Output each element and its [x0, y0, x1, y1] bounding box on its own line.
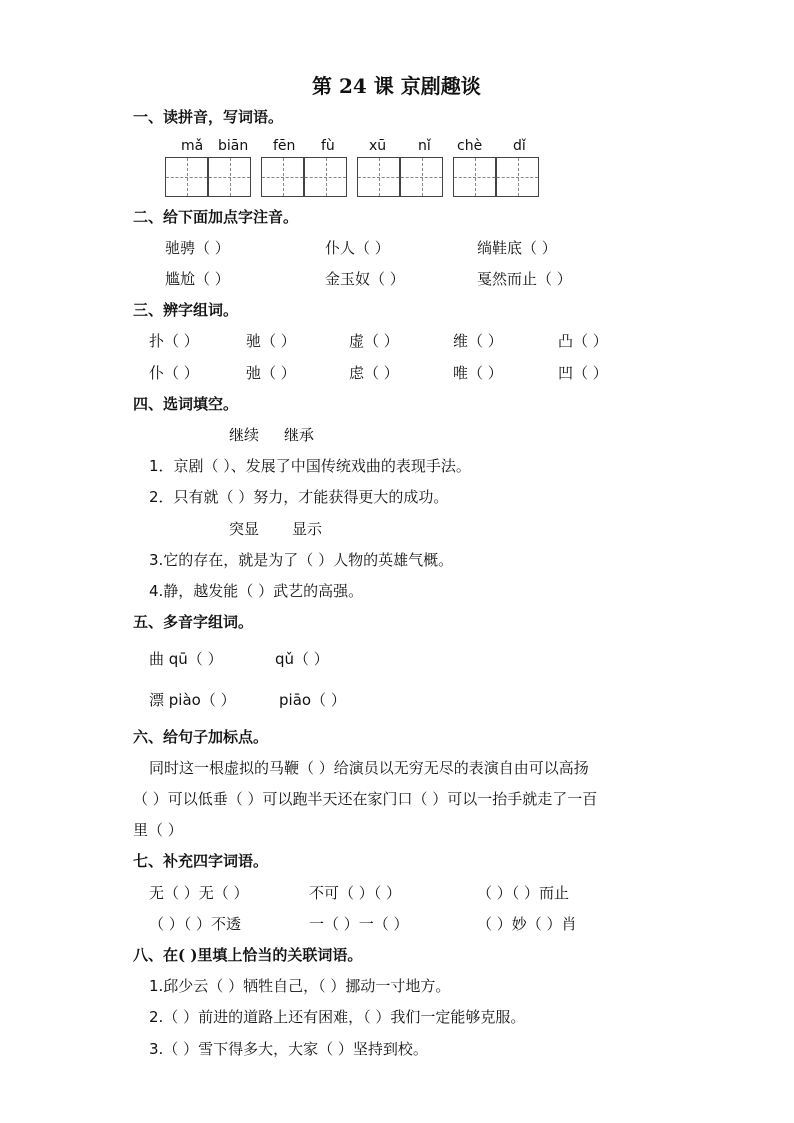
section-3-heading: 三、辨字组词。 — [133, 301, 239, 319]
writing-box[interactable] — [165, 157, 208, 197]
section-2-heading: 二、给下面加点字注音。 — [133, 208, 299, 226]
pinyin-label: biān — [218, 138, 249, 154]
question-line: 1.邱少云（ ）牺牲自己，（ ）挪动一寸地方。 — [149, 977, 451, 995]
polyphone-item: 曲 qū（ ） — [149, 650, 223, 668]
idiom-item: （ ）（ ）而止 — [477, 884, 570, 902]
section-5-heading: 五、多音字组词。 — [133, 613, 254, 631]
word-group-item: 凹（ ） — [558, 364, 608, 382]
question-line: 3.（ ）雪下得多大，大家（ ）坚持到校。 — [149, 1040, 428, 1058]
pinyin-label: nǐ — [418, 138, 431, 154]
pinyin-label: chè — [457, 138, 483, 154]
phonetic-item: 驰骋（ ） — [165, 239, 230, 257]
word-group-item: 维（ ） — [453, 332, 503, 350]
word-choice: 突显 — [229, 520, 260, 538]
passage-line: 同时这一根虚拟的马鞭（ ）给演员以无穷无尽的表演自由可以高扬 — [149, 759, 589, 777]
section-1-heading: 一、读拼音，写词语。 — [133, 108, 284, 126]
question-line: 2.（ ）前进的道路上还有困难，（ ）我们一定能够克服。 — [149, 1008, 526, 1026]
word-choice: 继续 — [229, 426, 260, 444]
idiom-item: 一（ ）一（ ） — [309, 915, 409, 933]
phonetic-item: 尴尬（ ） — [165, 270, 230, 288]
idiom-item: 无（ ）无（ ） — [149, 884, 249, 902]
passage-line: （ ）可以低垂（ ）可以跑半天还在家门口（ ）可以一抬手就走了一百 — [133, 790, 598, 808]
phonetic-item: 戛然而止（ ） — [477, 270, 572, 288]
section-4-heading: 四、选词填空。 — [133, 395, 239, 413]
section-8-heading: 八、在( )里填上恰当的关联词语。 — [133, 946, 363, 964]
writing-box[interactable] — [496, 157, 539, 197]
word-choice: 显示 — [292, 520, 323, 538]
question-line: 4.静，越发能（ ）武艺的高强。 — [149, 582, 364, 600]
phonetic-item: 金玉奴（ ） — [325, 270, 405, 288]
question-line: 2．只有就（ ）努力，才能获得更大的成功。 — [149, 488, 449, 506]
pinyin-label: fù — [321, 138, 335, 154]
section-6-heading: 六、给句子加标点。 — [133, 728, 269, 746]
pinyin-label: dǐ — [513, 138, 526, 154]
word-group-item: 虑（ ） — [349, 364, 399, 382]
phonetic-item: 仆人（ ） — [325, 239, 390, 257]
word-group-item: 驰（ ） — [246, 332, 296, 350]
pinyin-label: fēn — [273, 138, 296, 154]
writing-box[interactable] — [304, 157, 347, 197]
pinyin-label: xū — [369, 138, 387, 154]
question-line: 1．京剧（ ）、发展了中国传统戏曲的表现手法。 — [149, 457, 471, 475]
writing-box[interactable] — [357, 157, 400, 197]
passage-line: 里（ ） — [133, 821, 183, 839]
phonetic-item: 绱鞋底（ ） — [477, 239, 557, 257]
section-7-heading: 七、补充四字词语。 — [133, 852, 269, 870]
word-group-item: 虚（ ） — [349, 332, 399, 350]
writing-box[interactable] — [261, 157, 304, 197]
word-choice: 继承 — [284, 426, 315, 444]
writing-box[interactable] — [400, 157, 443, 197]
word-group-item: 扑（ ） — [149, 332, 199, 350]
idiom-item: （ ）（ ）不透 — [149, 915, 242, 933]
writing-box[interactable] — [208, 157, 251, 197]
word-group-item: 弛（ ） — [246, 364, 296, 382]
writing-box[interactable] — [453, 157, 496, 197]
page-title: 第 24 课 京剧趣谈 — [312, 74, 481, 98]
word-group-item: 凸（ ） — [558, 332, 608, 350]
question-line: 3.它的存在，就是为了（ ）人物的英雄气概。 — [149, 551, 454, 569]
idiom-item: 不可（ ）（ ） — [309, 884, 402, 902]
idiom-item: （ ）妙（ ）肖 — [477, 915, 577, 933]
polyphone-item: 漂 piào（ ） — [149, 691, 236, 709]
word-group-item: 仆（ ） — [149, 364, 199, 382]
polyphone-item: qǔ（ ） — [275, 650, 329, 668]
word-group-item: 唯（ ） — [453, 364, 503, 382]
polyphone-item: piāo（ ） — [279, 691, 346, 709]
pinyin-label: mǎ — [181, 138, 204, 154]
